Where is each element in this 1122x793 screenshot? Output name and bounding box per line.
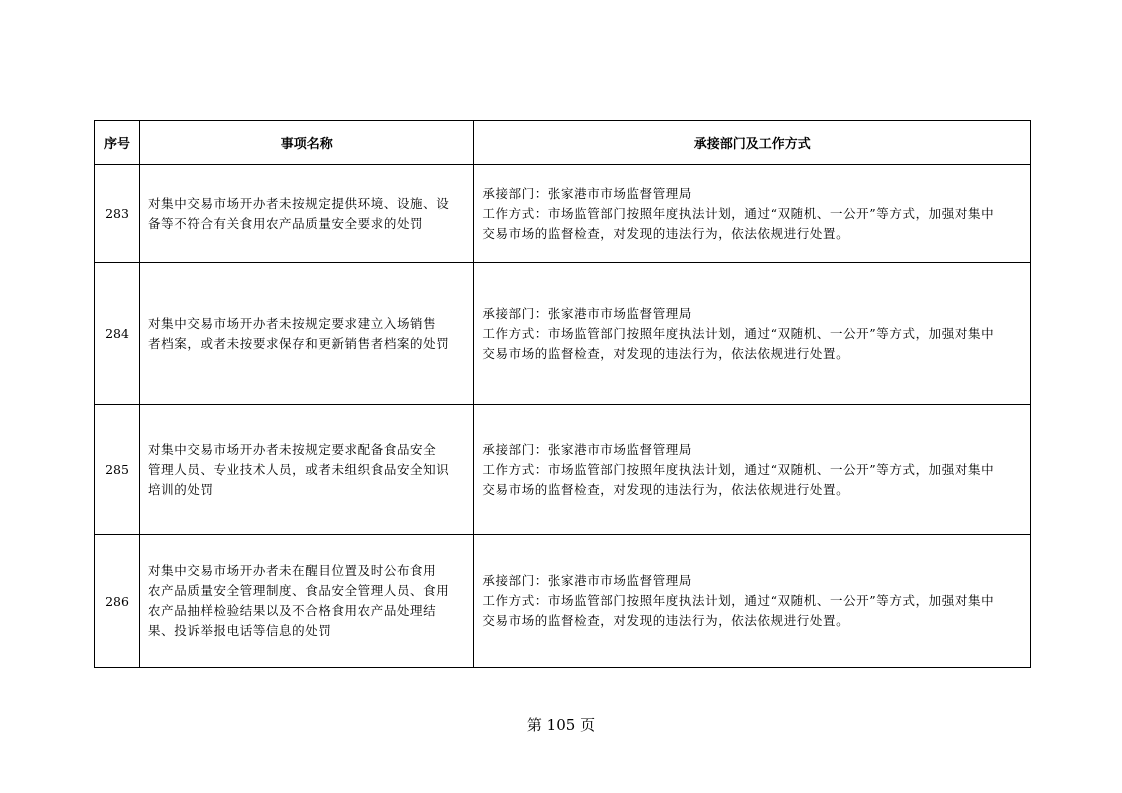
method-line: 交易市场的监督检查，对发现的违法行为，依法依规进行处置。	[482, 225, 850, 241]
document-table	[94, 120, 1031, 668]
header-item-name: 事项名称	[140, 121, 474, 165]
page-number: 第 105 页	[526, 716, 596, 734]
method-line: 交易市场的监督检查，对发现的违法行为，依法依规进行处置。	[482, 613, 850, 628]
department-line: 承接部门：张家港市市场监督管理局	[482, 441, 692, 457]
row-department-method	[474, 535, 1031, 668]
item-name-line: 管理人员、专业技术人员，或者未组织食品安全知识	[148, 461, 450, 477]
item-name-line: 对集中交易市场开办者未按规定要求配备食品安全	[148, 441, 437, 457]
row-item-name	[140, 165, 474, 263]
table-row	[95, 165, 1031, 263]
row-item-name	[140, 535, 474, 668]
row-department-method	[474, 405, 1031, 535]
row-serial-number: 286	[95, 535, 140, 668]
department-line: 承接部门：张家港市市场监督管理局	[482, 185, 692, 201]
item-name-line: 备等不符合有关食用农产品质量安全要求的处罚	[148, 215, 424, 231]
row-item-name	[140, 405, 474, 535]
department-line: 承接部门：张家港市市场监督管理局	[482, 573, 692, 588]
item-name-line: 对集中交易市场开办者未按规定提供环境、设施、设	[148, 195, 450, 211]
item-name-line: 者档案，或者未按要求保存和更新销售者档案的处罚	[148, 335, 450, 351]
item-name-line: 对集中交易市场开办者未在醒目位置及时公布食用	[148, 563, 437, 578]
row-department-method	[474, 165, 1031, 263]
method-line: 交易市场的监督检查，对发现的违法行为，依法依规进行处置。	[482, 345, 850, 361]
header-department-method: 承接部门及工作方式	[474, 121, 1031, 165]
method-line: 工作方式：市场监管部门按照年度执法计划，通过“双随机、一公开”等方式，加强对集中	[482, 461, 995, 477]
item-name-line: 对集中交易市场开办者未按规定要求建立入场销售	[148, 315, 437, 331]
row-serial-number: 284	[95, 263, 140, 405]
item-name-line: 果、投诉举报电话等信息的处罚	[148, 623, 332, 638]
method-line: 工作方式：市场监管部门按照年度执法计划，通过“双随机、一公开”等方式，加强对集中	[482, 205, 995, 221]
table-row	[95, 405, 1031, 535]
row-serial-number: 283	[95, 165, 140, 263]
row-department-method	[474, 263, 1031, 405]
method-line: 交易市场的监督检查，对发现的违法行为，依法依规进行处置。	[482, 481, 850, 497]
table-row	[95, 535, 1031, 668]
item-name-line: 农产品质量安全管理制度、食品安全管理人员、食用	[148, 583, 450, 598]
header-serial-number: 序号	[95, 121, 140, 165]
row-serial-number: 285	[95, 405, 140, 535]
method-line: 工作方式：市场监管部门按照年度执法计划，通过“双随机、一公开”等方式，加强对集中	[482, 325, 995, 341]
row-item-name	[140, 263, 474, 405]
department-line: 承接部门：张家港市市场监督管理局	[482, 305, 692, 321]
table-header-row	[95, 121, 1031, 165]
item-name-line: 培训的处罚	[148, 481, 214, 497]
item-name-line: 农产品抽样检验结果以及不合格食用农产品处理结	[148, 603, 437, 618]
method-line: 工作方式：市场监管部门按照年度执法计划，通过“双随机、一公开”等方式，加强对集中	[482, 593, 995, 608]
table-row	[95, 263, 1031, 405]
